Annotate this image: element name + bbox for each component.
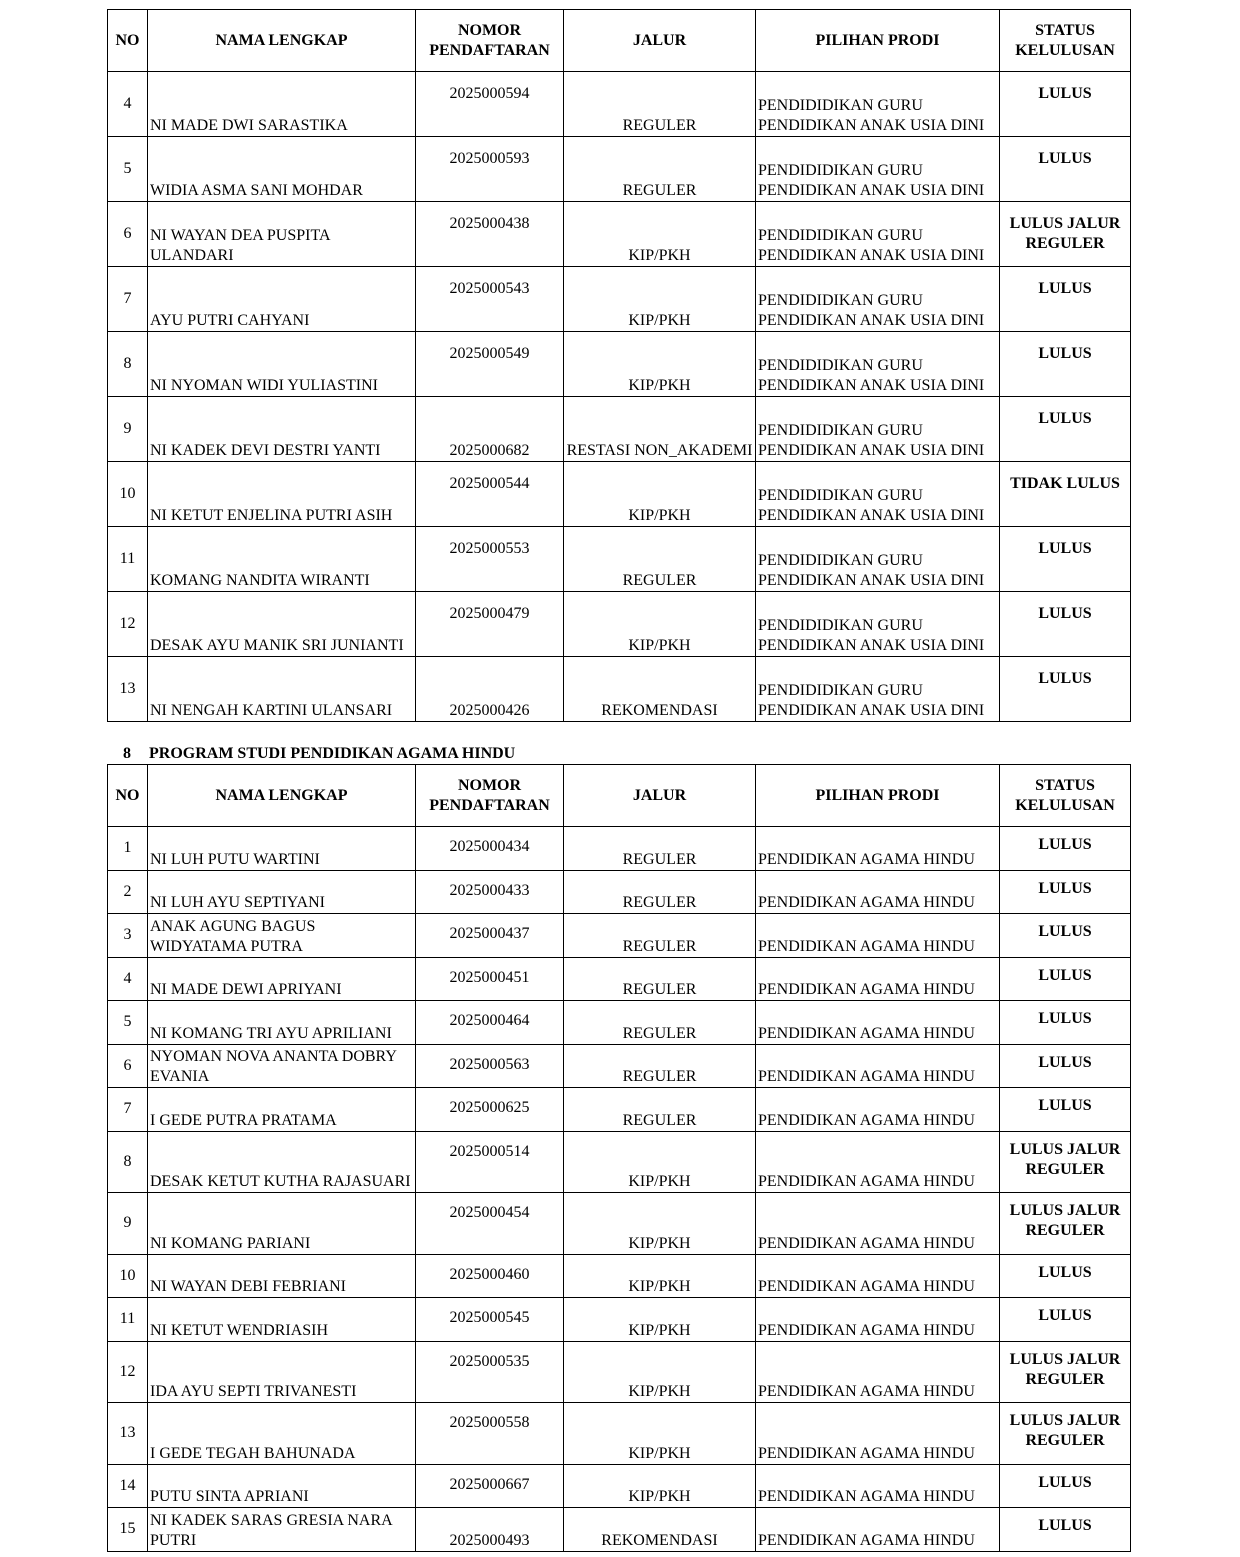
prodi-line-2: PENDIDIKAN ANAK USIA DINI	[758, 702, 985, 719]
cell-no: 11	[108, 527, 148, 592]
cell-nama: ANAK AGUNG BAGUS WIDYATAMA PUTRA	[148, 914, 416, 958]
table-row	[108, 527, 1131, 592]
cell-status: LULUS	[1000, 72, 1131, 137]
cell-jalur: REGULER	[564, 1088, 756, 1132]
cell-prodi	[756, 657, 1000, 722]
table-row	[108, 592, 1131, 657]
section-number: 8	[123, 745, 131, 762]
header-prodi: PILIHAN PRODI	[756, 10, 1000, 72]
cell-status: TIDAK LULUS	[1000, 462, 1131, 527]
cell-jalur: KIP/PKH	[564, 332, 756, 397]
table-row	[108, 957, 1131, 1001]
cell-nomor: 2025000544	[416, 462, 564, 527]
cell-nama: NI KADEK SARAS GRESIA NARA PUTRI	[148, 1508, 416, 1552]
prodi-line-2: PENDIDIKAN ANAK USIA DINI	[758, 312, 985, 329]
header-status: STATUS KELULUSAN	[1000, 10, 1131, 72]
prodi-line-1: PENDIDIDIKAN GURU	[758, 617, 923, 634]
header-jalur: JALUR	[564, 10, 756, 72]
cell-prodi: PENDIDIKAN AGAMA HINDU	[756, 1193, 1000, 1255]
cell-status: LULUS	[1000, 1508, 1131, 1552]
cell-jalur: KIP/PKH	[564, 1254, 756, 1298]
header-jalur: JALUR	[564, 765, 756, 827]
cell-status: LULUS	[1000, 1001, 1131, 1045]
cell-nama: WIDIA ASMA SANI MOHDAR	[148, 137, 416, 202]
cell-nomor: 2025000545	[416, 1298, 564, 1342]
cell-prodi	[756, 397, 1000, 462]
cell-nama: NI KADEK DEVI DESTRI YANTI	[148, 397, 416, 462]
prodi-line-2: PENDIDIKAN ANAK USIA DINI	[758, 637, 985, 654]
prodi-line-1: PENDIDIDIKAN GURU	[758, 422, 923, 439]
cell-nama: PUTU SINTA APRIANI	[148, 1464, 416, 1508]
cell-prodi: PENDIDIKAN AGAMA HINDU	[756, 914, 1000, 958]
cell-status: LULUS	[1000, 527, 1131, 592]
cell-nama: I GEDE TEGAH BAHUNADA	[148, 1403, 416, 1465]
cell-no: 1	[108, 827, 148, 871]
cell-jalur: REGULER	[564, 827, 756, 871]
table-row	[108, 914, 1131, 958]
cell-status: LULUS	[1000, 914, 1131, 958]
cell-nomor: 2025000594	[416, 72, 564, 137]
cell-no: 3	[108, 914, 148, 958]
cell-nomor: 2025000493	[416, 1508, 564, 1552]
cell-nama: NYOMAN NOVA ANANTA DOBRY EVANIA	[148, 1044, 416, 1088]
cell-no: 8	[108, 1131, 148, 1193]
table-header-row	[108, 10, 1131, 72]
prodi-line-2: PENDIDIKAN ANAK USIA DINI	[758, 377, 985, 394]
table-row	[108, 332, 1131, 397]
prodi-line-2: PENDIDIKAN ANAK USIA DINI	[758, 117, 985, 134]
prodi-line-1: PENDIDIDIKAN GURU	[758, 682, 923, 699]
cell-prodi: PENDIDIKAN AGAMA HINDU	[756, 1254, 1000, 1298]
cell-nomor: 2025000549	[416, 332, 564, 397]
cell-nomor: 2025000543	[416, 267, 564, 332]
cell-status: LULUS	[1000, 1088, 1131, 1132]
table-row	[108, 1088, 1131, 1132]
cell-jalur: REGULER	[564, 137, 756, 202]
cell-prodi: PENDIDIKAN AGAMA HINDU	[756, 1298, 1000, 1342]
cell-prodi: PENDIDIKAN AGAMA HINDU	[756, 1044, 1000, 1088]
table-row	[108, 1464, 1131, 1508]
cell-no: 6	[108, 1044, 148, 1088]
table-row	[108, 202, 1131, 267]
cell-no: 4	[108, 957, 148, 1001]
cell-nomor: 2025000514	[416, 1131, 564, 1193]
cell-no: 5	[108, 137, 148, 202]
table-row	[108, 657, 1131, 722]
cell-prodi	[756, 267, 1000, 332]
header-nama: NAMA LENGKAP	[148, 10, 416, 72]
cell-prodi: PENDIDIKAN AGAMA HINDU	[756, 870, 1000, 914]
prodi-line-1: PENDIDIDIKAN GURU	[758, 97, 923, 114]
prodi-line-1: PENDIDIDIKAN GURU	[758, 162, 923, 179]
section-heading	[107, 744, 515, 764]
cell-jalur: KIP/PKH	[564, 1131, 756, 1193]
cell-jalur: KIP/PKH	[564, 462, 756, 527]
cell-status: LULUS	[1000, 1298, 1131, 1342]
header-nama: NAMA LENGKAP	[148, 765, 416, 827]
cell-status: LULUS	[1000, 137, 1131, 202]
cell-no: 9	[108, 397, 148, 462]
cell-prodi: PENDIDIKAN AGAMA HINDU	[756, 957, 1000, 1001]
prodi-line-2: PENDIDIKAN ANAK USIA DINI	[758, 182, 985, 199]
cell-jalur: KIP/PKH	[564, 202, 756, 267]
cell-jalur: KIP/PKH	[564, 1403, 756, 1465]
cell-no: 8	[108, 332, 148, 397]
cell-prodi: PENDIDIKAN AGAMA HINDU	[756, 1464, 1000, 1508]
cell-nama: NI NYOMAN WIDI YULIASTINI	[148, 332, 416, 397]
table-row	[108, 267, 1131, 332]
cell-no: 5	[108, 1001, 148, 1045]
cell-status: LULUS	[1000, 827, 1131, 871]
prodi-line-1: PENDIDIDIKAN GURU	[758, 227, 923, 244]
cell-prodi: PENDIDIKAN AGAMA HINDU	[756, 1508, 1000, 1552]
cell-nomor: 2025000454	[416, 1193, 564, 1255]
cell-jalur: REKOMENDASI	[564, 657, 756, 722]
results-table-agama-hindu	[107, 764, 1131, 1552]
cell-status: LULUS	[1000, 870, 1131, 914]
cell-nomor: 2025000437	[416, 914, 564, 958]
cell-nama: KOMANG NANDITA WIRANTI	[148, 527, 416, 592]
cell-nomor: 2025000625	[416, 1088, 564, 1132]
prodi-line-2: PENDIDIKAN ANAK USIA DINI	[758, 442, 985, 459]
cell-jalur: REKOMENDASI	[564, 1508, 756, 1552]
header-no: NO	[108, 10, 148, 72]
cell-no: 12	[108, 592, 148, 657]
cell-status: LULUS JALUR REGULER	[1000, 1341, 1131, 1403]
cell-nama: NI WAYAN DEA PUSPITA ULANDARI	[148, 202, 416, 267]
cell-status: LULUS JALUR REGULER	[1000, 202, 1131, 267]
cell-nomor: 2025000535	[416, 1341, 564, 1403]
cell-nama: NI LUH AYU SEPTIYANI	[148, 870, 416, 914]
table-row	[108, 462, 1131, 527]
table-row	[108, 1508, 1131, 1552]
table-row	[108, 1193, 1131, 1255]
cell-jalur: REGULER	[564, 1044, 756, 1088]
cell-no: 13	[108, 657, 148, 722]
cell-status: LULUS JALUR REGULER	[1000, 1403, 1131, 1465]
cell-nama: NI LUH PUTU WARTINI	[148, 827, 416, 871]
cell-nomor: 2025000451	[416, 957, 564, 1001]
table-row	[108, 1001, 1131, 1045]
cell-status: LULUS	[1000, 1044, 1131, 1088]
cell-no: 15	[108, 1508, 148, 1552]
cell-jalur: REGULER	[564, 914, 756, 958]
cell-jalur: REGULER	[564, 1001, 756, 1045]
cell-prodi	[756, 72, 1000, 137]
cell-prodi: PENDIDIKAN AGAMA HINDU	[756, 1001, 1000, 1045]
prodi-line-1: PENDIDIDIKAN GURU	[758, 552, 923, 569]
cell-no: 12	[108, 1341, 148, 1403]
cell-nama: I GEDE PUTRA PRATAMA	[148, 1088, 416, 1132]
table-row	[108, 137, 1131, 202]
cell-nomor: 2025000433	[416, 870, 564, 914]
cell-nomor: 2025000558	[416, 1403, 564, 1465]
cell-status: LULUS	[1000, 332, 1131, 397]
cell-status: LULUS	[1000, 1464, 1131, 1508]
cell-no: 4	[108, 72, 148, 137]
cell-nomor: 2025000479	[416, 592, 564, 657]
cell-no: 10	[108, 1254, 148, 1298]
cell-nama: DESAK KETUT KUTHA RAJASUARI	[148, 1131, 416, 1193]
cell-jalur: KIP/PKH	[564, 592, 756, 657]
cell-prodi: PENDIDIKAN AGAMA HINDU	[756, 1403, 1000, 1465]
cell-no: 11	[108, 1298, 148, 1342]
cell-nama: DESAK AYU MANIK SRI JUNIANTI	[148, 592, 416, 657]
cell-status: LULUS	[1000, 657, 1131, 722]
table-row	[108, 72, 1131, 137]
cell-nomor: 2025000667	[416, 1464, 564, 1508]
cell-no: 10	[108, 462, 148, 527]
header-prodi: PILIHAN PRODI	[756, 765, 1000, 827]
cell-nama: NI MADE DWI SARASTIKA	[148, 72, 416, 137]
prodi-line-2: PENDIDIKAN ANAK USIA DINI	[758, 507, 985, 524]
header-status: STATUS KELULUSAN	[1000, 765, 1131, 827]
cell-status: LULUS JALUR REGULER	[1000, 1131, 1131, 1193]
cell-prodi: PENDIDIKAN AGAMA HINDU	[756, 1341, 1000, 1403]
cell-nomor: 2025000426	[416, 657, 564, 722]
prodi-line-1: PENDIDIDIKAN GURU	[758, 357, 923, 374]
cell-status: LULUS	[1000, 1254, 1131, 1298]
cell-jalur: KIP/PKH	[564, 267, 756, 332]
prodi-line-1: PENDIDIDIKAN GURU	[758, 487, 923, 504]
cell-status: LULUS	[1000, 267, 1131, 332]
cell-no: 7	[108, 1088, 148, 1132]
cell-jalur: KIP/PKH	[564, 1193, 756, 1255]
cell-jalur: REGULER	[564, 527, 756, 592]
prodi-line-2: PENDIDIKAN ANAK USIA DINI	[758, 247, 985, 264]
cell-prodi	[756, 592, 1000, 657]
cell-no: 13	[108, 1403, 148, 1465]
cell-nomor: 2025000464	[416, 1001, 564, 1045]
cell-nama: NI KETUT ENJELINA PUTRI ASIH	[148, 462, 416, 527]
table-header-row	[108, 765, 1131, 827]
cell-nomor: 2025000438	[416, 202, 564, 267]
table-row	[108, 1044, 1131, 1088]
cell-prodi	[756, 137, 1000, 202]
table-row	[108, 1341, 1131, 1403]
cell-nama: NI NENGAH KARTINI ULANSARI	[148, 657, 416, 722]
header-nomor: NOMOR PENDAFTARAN	[416, 765, 564, 827]
table-row	[108, 397, 1131, 462]
cell-nomor: 2025000682	[416, 397, 564, 462]
cell-jalur: KIP/PKH	[564, 1341, 756, 1403]
prodi-line-1: PENDIDIDIKAN GURU	[758, 292, 923, 309]
table-row	[108, 827, 1131, 871]
prodi-line-2: PENDIDIKAN ANAK USIA DINI	[758, 572, 985, 589]
table-row	[108, 1254, 1131, 1298]
header-nomor: NOMOR PENDAFTARAN	[416, 10, 564, 72]
cell-status: LULUS	[1000, 957, 1131, 1001]
cell-prodi	[756, 202, 1000, 267]
cell-no: 9	[108, 1193, 148, 1255]
cell-status: LULUS	[1000, 397, 1131, 462]
cell-jalur: KIP/PKH	[564, 1298, 756, 1342]
table-row	[108, 870, 1131, 914]
cell-nama: IDA AYU SEPTI TRIVANESTI	[148, 1341, 416, 1403]
cell-prodi: PENDIDIKAN AGAMA HINDU	[756, 1131, 1000, 1193]
cell-nama: NI KOMANG TRI AYU APRILIANI	[148, 1001, 416, 1045]
header-no: NO	[108, 765, 148, 827]
cell-status: LULUS	[1000, 592, 1131, 657]
cell-jalur: RESTASI NON_AKADEMI	[564, 397, 756, 462]
cell-nama: NI KETUT WENDRIASIH	[148, 1298, 416, 1342]
cell-prodi: PENDIDIKAN AGAMA HINDU	[756, 1088, 1000, 1132]
table-row	[108, 1403, 1131, 1465]
cell-nama: AYU PUTRI CAHYANI	[148, 267, 416, 332]
cell-prodi	[756, 462, 1000, 527]
cell-nomor: 2025000563	[416, 1044, 564, 1088]
cell-jalur: KIP/PKH	[564, 1464, 756, 1508]
cell-no: 7	[108, 267, 148, 332]
table-row	[108, 1131, 1131, 1193]
cell-no: 2	[108, 870, 148, 914]
cell-nomor: 2025000434	[416, 827, 564, 871]
cell-nama: NI WAYAN DEBI FEBRIANI	[148, 1254, 416, 1298]
cell-nama: NI KOMANG PARIANI	[148, 1193, 416, 1255]
cell-jalur: REGULER	[564, 870, 756, 914]
cell-status: LULUS JALUR REGULER	[1000, 1193, 1131, 1255]
cell-nama: NI MADE DEWI APRIYANI	[148, 957, 416, 1001]
cell-no: 14	[108, 1464, 148, 1508]
cell-prodi	[756, 527, 1000, 592]
cell-nomor: 2025000553	[416, 527, 564, 592]
table-row	[108, 1298, 1131, 1342]
cell-prodi	[756, 332, 1000, 397]
cell-jalur: REGULER	[564, 957, 756, 1001]
cell-jalur: REGULER	[564, 72, 756, 137]
cell-nomor: 2025000593	[416, 137, 564, 202]
cell-nomor: 2025000460	[416, 1254, 564, 1298]
results-table-paud	[107, 9, 1131, 722]
section-title: PROGRAM STUDI PENDIDIKAN AGAMA HINDU	[149, 745, 516, 762]
cell-prodi: PENDIDIKAN AGAMA HINDU	[756, 827, 1000, 871]
cell-no: 6	[108, 202, 148, 267]
